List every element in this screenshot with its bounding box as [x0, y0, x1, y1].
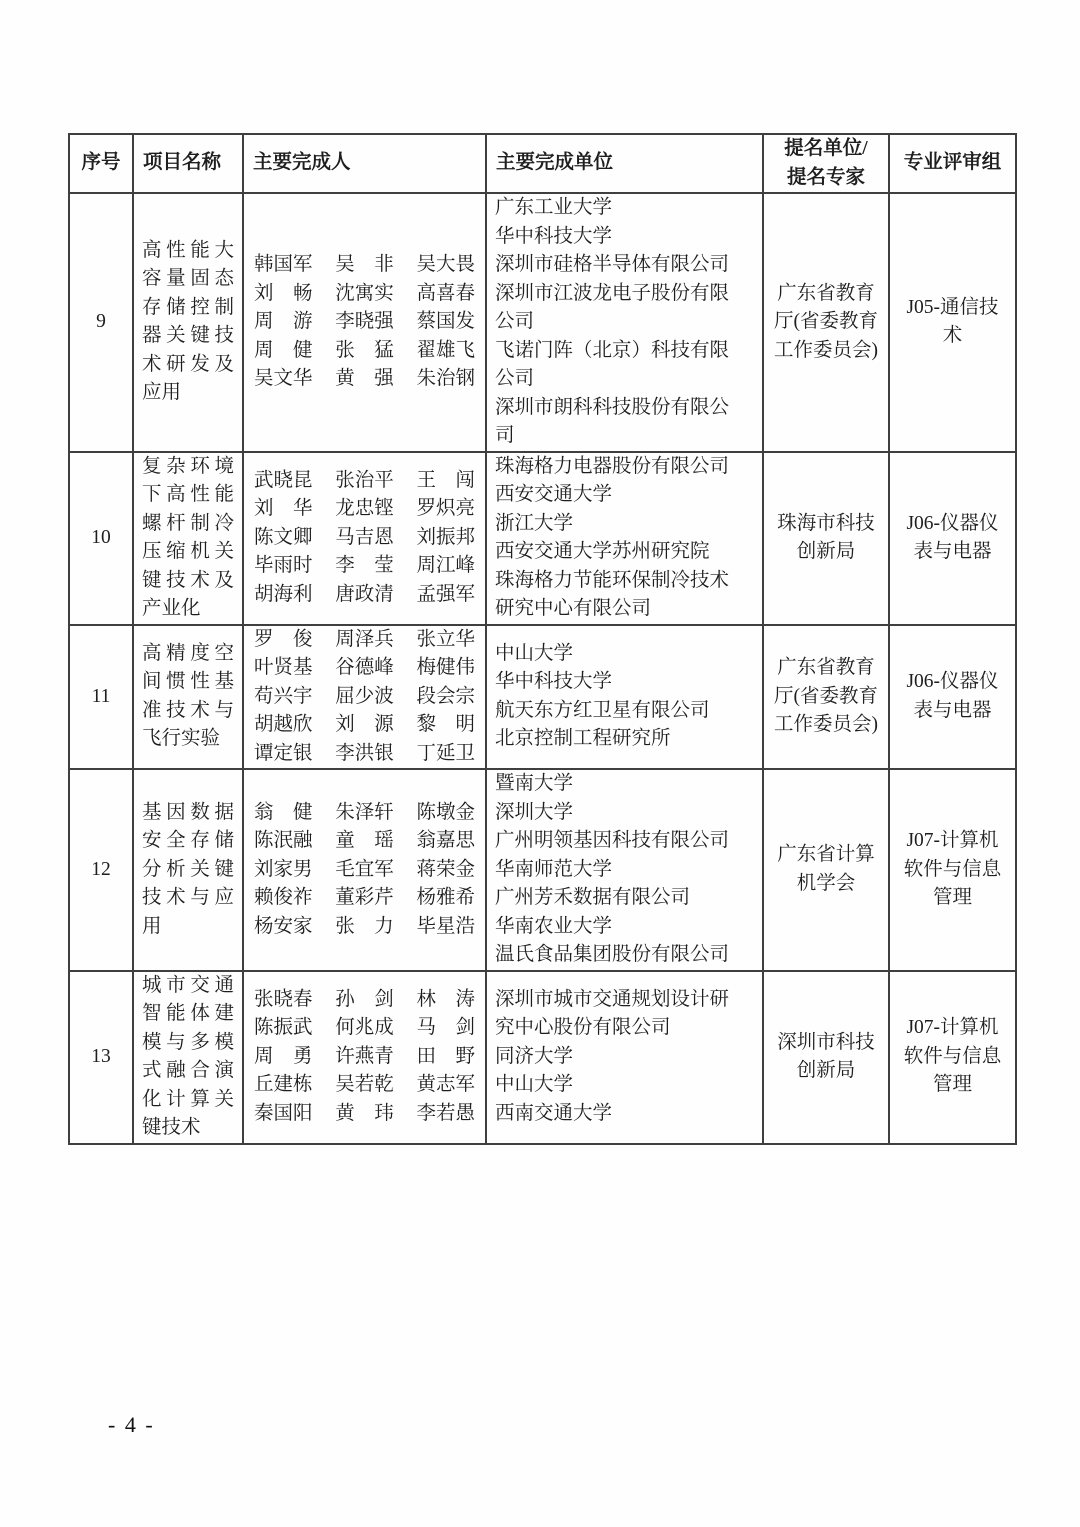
contributor-name: 李莹 — [335, 555, 394, 577]
units-cell — [486, 193, 763, 452]
contributors-grid — [244, 626, 485, 769]
project-name: 复杂环境下高性能螺杆制冷压缩机关键技术及产业化 — [142, 455, 234, 619]
nominator-cell — [763, 971, 889, 1144]
contributor-name: 张猛 — [335, 339, 394, 361]
header-row — [69, 134, 1016, 193]
unit-name: 北京控制工程研究所 — [495, 728, 671, 750]
unit-name: 同济大学 — [495, 1045, 574, 1067]
unit-name: 西安交通大学苏州研究院 — [495, 541, 710, 562]
contributor-name: 毕雨时 — [254, 555, 313, 577]
project-name-cell — [133, 452, 243, 625]
contributors-cell — [243, 452, 486, 625]
contributor-name: 周泽兵 — [335, 628, 394, 650]
review-group: J07-计算机软件与信息管理 — [903, 830, 1002, 908]
contributor-name: 刘家男 — [254, 858, 313, 880]
contributor-name: 唐政清 — [335, 583, 394, 605]
contributor-name: 刘畅 — [254, 282, 313, 304]
contributors-cell — [243, 769, 486, 971]
contributor-name: 吴大畏 — [416, 254, 476, 275]
review-group-cell — [889, 193, 1016, 452]
nominator-cell — [763, 193, 889, 452]
contributor-name: 吴非 — [335, 254, 394, 275]
page-number: - 4 - — [108, 1412, 155, 1437]
award-projects-table — [68, 133, 1017, 1145]
units-cell — [486, 452, 763, 625]
unit-name: 华中科技大学 — [495, 671, 613, 693]
contributor-name: 李若愚 — [416, 1102, 476, 1124]
contributor-name: 胡越欣 — [254, 714, 313, 735]
unit-name: 西安交通大学 — [495, 484, 613, 505]
unit-name: 深圳市硅格半导体有限公司 — [495, 254, 730, 275]
unit-name: 珠海格力节能环保制冷技术研究中心有限公司 — [495, 569, 730, 619]
contributor-name: 梅健伟 — [416, 657, 476, 678]
contributor-name: 黄玮 — [335, 1102, 394, 1124]
unit-name: 深圳市江波龙电子股份有限公司 — [495, 282, 730, 332]
review-group: J05-通信技术 — [906, 296, 999, 347]
table-row — [69, 193, 1016, 452]
contributor-name: 许燕青 — [335, 1045, 394, 1067]
contributor-name: 马剑 — [416, 1017, 475, 1039]
contributor-name: 张治平 — [335, 469, 394, 491]
units-cell — [486, 971, 763, 1144]
contributor-name: 林涛 — [416, 988, 475, 1010]
contributor-name: 朱泽轩 — [335, 801, 394, 823]
contributor-name: 谭定银 — [254, 742, 313, 764]
review-group-cell — [889, 452, 1016, 625]
unit-name: 暨南大学 — [495, 773, 574, 794]
contributors-grid — [244, 251, 485, 394]
review-group: J07-计算机软件与信息管理 — [903, 1017, 1002, 1096]
contributors-cell — [243, 193, 486, 452]
unit-name: 广州芳禾数据有限公司 — [495, 887, 691, 908]
contributor-name: 张晓春 — [254, 988, 313, 1010]
nominating-unit: 广东省教育厅(省委教育工作委员会) — [774, 657, 878, 735]
contributor-name: 龙忠铿 — [335, 498, 394, 520]
project-name: 高性能大容量固态存储控制器关键技术研发及应用 — [142, 239, 234, 404]
units-cell — [486, 625, 763, 770]
contributor-name: 罗炽亮 — [416, 498, 476, 520]
review-group-cell — [889, 971, 1016, 1144]
serial-number: 9 — [69, 193, 133, 452]
contributor-name: 陈振武 — [254, 1017, 313, 1039]
unit-name: 珠海格力电器股份有限公司 — [495, 455, 730, 477]
contributors-cell — [243, 625, 486, 770]
contributor-name: 李洪银 — [335, 742, 394, 764]
contributor-name: 高喜春 — [416, 282, 476, 304]
nominating-unit: 广东省教育厅(省委教育工作委员会) — [774, 282, 878, 361]
contributor-name: 童瑶 — [335, 830, 394, 851]
contributor-name: 苟兴宇 — [254, 685, 313, 707]
contributors-grid — [244, 467, 485, 610]
contributor-name: 何兆成 — [335, 1017, 394, 1039]
column-header-nominator-line1: 提名单位/ — [784, 138, 868, 159]
contributor-name: 蔡国发 — [416, 311, 476, 332]
column-header-nominator — [763, 134, 889, 193]
contributor-name: 周游 — [254, 311, 313, 332]
contributor-name: 田野 — [416, 1045, 475, 1067]
review-group: J06-仪器仪表与电器 — [906, 512, 999, 562]
contributor-name: 丁延卫 — [416, 742, 476, 764]
column-header-serial: 序号 — [69, 134, 133, 193]
serial-number: 11 — [69, 625, 133, 770]
column-header-review-group: 专业评审组 — [889, 134, 1016, 193]
review-group-cell — [889, 769, 1016, 971]
contributor-name: 翁嘉思 — [416, 830, 476, 851]
unit-name: 华中科技大学 — [495, 225, 613, 247]
review-group-cell — [889, 625, 1016, 770]
nominator-cell — [763, 625, 889, 770]
contributor-name: 叶贤基 — [254, 657, 313, 678]
contributor-name: 屈少波 — [335, 685, 394, 707]
units-cell — [486, 769, 763, 971]
table-row — [69, 769, 1016, 971]
contributor-name: 周健 — [254, 339, 313, 361]
contributor-name: 张立华 — [416, 628, 476, 650]
unit-name: 广州明领基因科技有限公司 — [495, 830, 730, 851]
contributor-name: 毛宜军 — [335, 858, 394, 880]
contributor-name: 吴若乾 — [335, 1074, 394, 1096]
serial-number: 12 — [69, 769, 133, 971]
contributor-name: 李晓强 — [335, 311, 394, 332]
contributor-name: 杨安家 — [254, 915, 313, 937]
table-row — [69, 971, 1016, 1144]
contributor-name: 张力 — [335, 915, 394, 937]
table-row — [69, 625, 1016, 770]
contributor-name: 周江峰 — [416, 555, 476, 577]
contributor-name: 黄强 — [335, 368, 394, 389]
contributor-name: 丘建栋 — [254, 1074, 313, 1096]
contributor-name: 马吉恩 — [335, 526, 394, 548]
contributor-name: 罗俊 — [254, 628, 313, 650]
contributor-name: 朱治钢 — [416, 368, 476, 389]
nominating-unit: 广东省计算机学会 — [777, 844, 875, 894]
contributor-name: 陈墩金 — [416, 801, 476, 823]
unit-name: 广东工业大学 — [495, 197, 613, 218]
column-header-project: 项目名称 — [133, 134, 243, 193]
contributors-cell — [243, 971, 486, 1144]
column-header-nominator-line2: 提名专家 — [786, 166, 865, 188]
contributor-name: 刘振邦 — [416, 526, 476, 548]
review-group: J06-仪器仪表与电器 — [906, 671, 999, 721]
project-name-cell — [133, 193, 243, 452]
column-header-units: 主要完成单位 — [486, 134, 763, 193]
table-row — [69, 452, 1016, 625]
contributor-name: 陈泯融 — [254, 830, 313, 851]
contributor-name: 黄志军 — [416, 1074, 476, 1096]
project-name-cell — [133, 971, 243, 1144]
contributor-name: 刘源 — [335, 714, 394, 735]
project-name: 城市交通智能体建模与多模式融合演化计算关键技术 — [142, 974, 234, 1138]
unit-name: 航天东方红卫星有限公司 — [495, 699, 710, 721]
contributor-name: 段会宗 — [416, 685, 476, 707]
contributor-name: 武晓昆 — [254, 469, 313, 491]
contributor-name: 沈寓实 — [335, 282, 394, 304]
unit-name: 中山大学 — [495, 642, 574, 664]
contributor-name: 孟强军 — [416, 583, 476, 605]
project-name: 高精度空间惯性基准技术与飞行实验 — [142, 642, 234, 750]
contributor-name: 翟雄飞 — [416, 339, 476, 361]
unit-name: 深圳市朗科科技股份有限公司 — [495, 396, 730, 446]
nominating-unit: 珠海市科技创新局 — [777, 512, 875, 562]
nominating-unit: 深圳市科技创新局 — [777, 1031, 875, 1081]
unit-name: 飞诺门阵（北京）科技有限公司 — [495, 339, 730, 389]
unit-name: 浙江大学 — [495, 512, 574, 534]
contributor-name: 胡海利 — [254, 583, 313, 605]
unit-name: 温氏食品集团股份有限公司 — [495, 944, 730, 965]
contributor-name: 陈文卿 — [254, 526, 313, 548]
unit-name: 西南交通大学 — [495, 1102, 613, 1124]
project-name: 基因数据安全存储分析关键技术与应用 — [142, 801, 234, 937]
unit-name: 深圳市城市交通规划设计研究中心股份有限公司 — [495, 988, 730, 1039]
project-name-cell — [133, 625, 243, 770]
contributor-name: 谷德峰 — [335, 657, 394, 678]
unit-name: 华南农业大学 — [495, 915, 613, 937]
contributor-name: 孙剑 — [335, 988, 394, 1010]
contributor-name: 黎明 — [416, 714, 475, 735]
contributor-name: 赖俊祚 — [254, 887, 313, 908]
contributor-name: 周勇 — [254, 1045, 313, 1067]
contributor-name: 刘华 — [254, 498, 313, 520]
project-name-cell — [133, 769, 243, 971]
nominator-cell — [763, 769, 889, 971]
contributor-name: 秦国阳 — [254, 1102, 313, 1124]
unit-name: 中山大学 — [495, 1074, 574, 1096]
contributors-grid — [244, 799, 485, 942]
nominator-cell — [763, 452, 889, 625]
serial-number: 13 — [69, 971, 133, 1144]
column-header-people: 主要完成人 — [243, 134, 486, 193]
unit-name: 深圳大学 — [495, 801, 574, 823]
contributor-name: 董彩芹 — [335, 887, 394, 908]
contributor-name: 杨雅希 — [416, 887, 476, 908]
contributor-name: 王闯 — [416, 469, 475, 491]
contributor-name: 韩国军 — [254, 254, 313, 275]
contributor-name: 毕星浩 — [416, 915, 476, 937]
unit-name: 华南师范大学 — [495, 858, 613, 880]
contributors-grid — [244, 986, 485, 1129]
contributor-name: 蒋荣金 — [416, 858, 476, 880]
contributor-name: 吴文华 — [254, 368, 313, 389]
serial-number: 10 — [69, 452, 133, 625]
contributor-name: 翁健 — [254, 801, 313, 823]
